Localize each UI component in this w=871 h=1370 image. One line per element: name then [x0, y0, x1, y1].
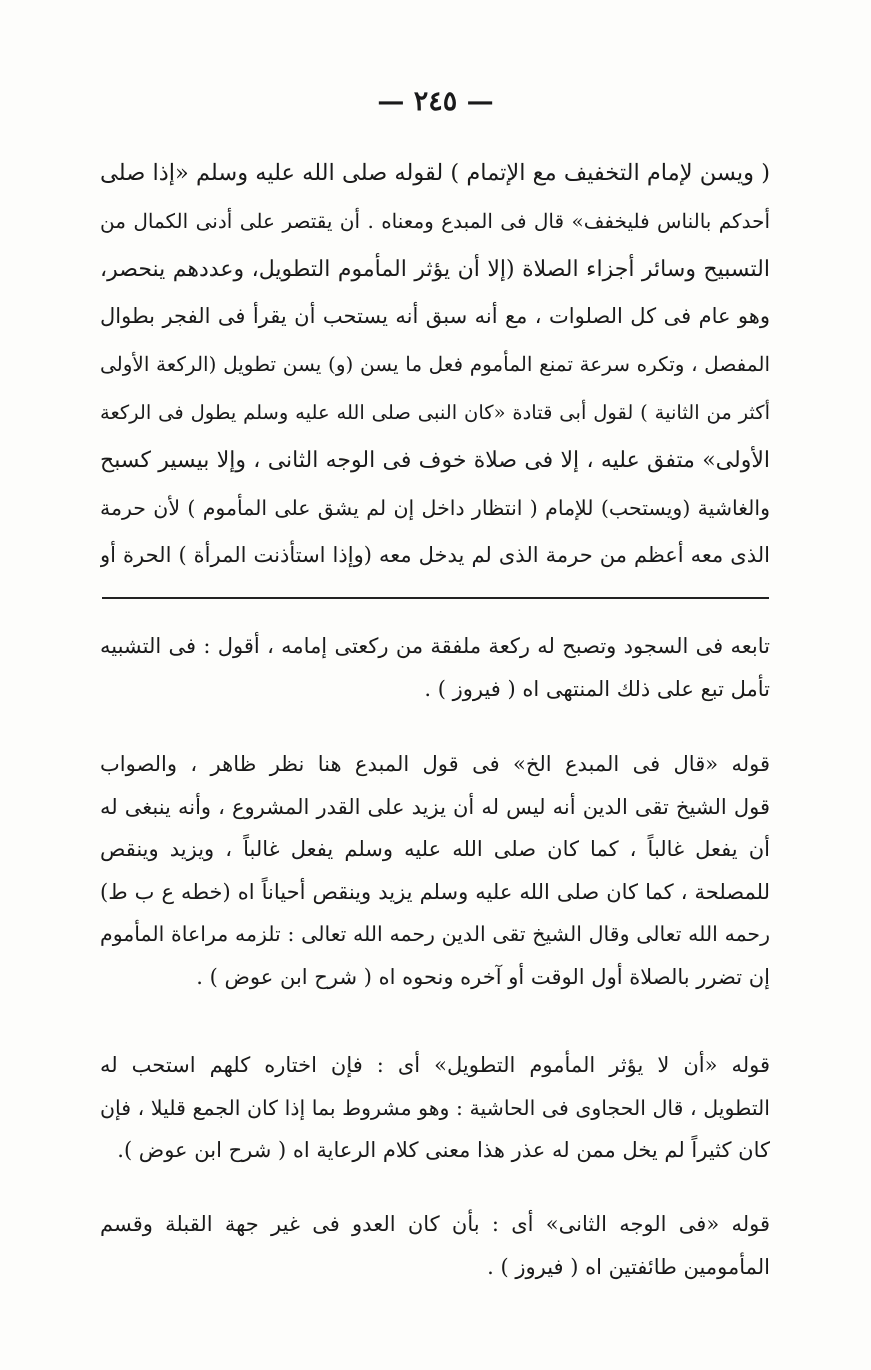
footnote-line: المأمومين طائفتين اه ( فيروز ) . [487, 1254, 770, 1279]
footnote-1 [100, 625, 770, 710]
footnote-line: تأمل تبع على ذلك المنتهى اه ( فيروز ) . [424, 676, 770, 701]
footnote-line: إن تضرر بالصلاة أول الوقت أو آخره ونحوه اه ( شرح ابن عوض ) . [196, 964, 770, 989]
footnote-3 [100, 1044, 770, 1172]
main-text-line: والغاشية (ويستحب) للإمام ( انتظار داخل إن لم يشق على المأموم ) لأن حرمة [100, 495, 770, 520]
main-text-line: ( ويسن لإمام التخفيف مع الإتمام ) لقوله صلى الله عليه وسلم «إذا صلى [100, 160, 770, 186]
footnote-line: التطويل ، قال الحجاوى فى الحاشية : وهو مشروط بما إذا كان الجمع قليلا ، فإن [100, 1095, 770, 1120]
page-number: — ٢٤٥ — [377, 86, 494, 117]
main-text-line: التسبيح وسائر أجزاء الصلاة (إلا أن يؤثر المأموم التطويل، وعددهم ينحصر، [100, 256, 770, 282]
footnote-line: تابعه فى السجود وتصبح له ركعة ملفقة من ركعتى إمامه ، أقول : فى التشبيه [100, 634, 770, 658]
main-text [100, 150, 770, 580]
main-text-line: الذى معه أعظم من حرمة الذى لم يدخل معه (وإذا استأذنت المرأة ) الحرة أو [100, 543, 770, 568]
footnote-line: قوله «قال فى المبدع الخ» فى قول المبدع هنا نظر ظاهر ، والصواب [100, 752, 770, 776]
main-text-line: الأولى» متفق عليه ، إلا فى صلاة خوف فى الوجه الثانى ، وإلا بيسير كسبح [100, 447, 770, 473]
main-text-line: أكثر من الثانية ) لقول أبى قتادة «كان النبى صلى الله عليه وسلم يطول فى الركعة [100, 400, 770, 424]
main-text-line: المفصل ، وتكره سرعة تمنع المأموم فعل ما يسن (و) يسن تطويل (الركعة الأولى [100, 352, 770, 377]
footnote-line: أن يفعل غالباً ، كما كان صلى الله عليه وسلم يفعل غالباً ، ويزيد وينقص [100, 837, 770, 861]
main-text-line: وهو عام فى كل الصلوات ، مع أنه سبق أنه يستحب أن يقرأ فى الفجر بطوال [100, 304, 770, 329]
footnote-divider [102, 597, 769, 599]
footnote-2 [100, 743, 770, 998]
footnote-line: قوله «فى الوجه الثانى» أى : بأن كان العدو فى غير جهة القبلة وقسم [100, 1212, 770, 1236]
footnote-line: كان كثيراً لم يخل ممن له عذر هذا معنى كلام الرعاية اه ( شرح ابن عوض ). [117, 1138, 770, 1162]
footnote-line: للمصلحة ، كما كان صلى الله عليه وسلم يزيد وينقص أحياناً اه (خطه ع ب ط) [100, 879, 770, 904]
footnote-line: قول الشيخ تقى الدين أنه ليس له أن يزيد على القدر المشروع ، وأنه ينبغى له [100, 794, 770, 819]
footnote-4 [100, 1203, 770, 1288]
main-text-line: أحدكم بالناس فليخفف» قال فى المبدع ومعناه . أن يقتصر على أدنى الكمال من [100, 208, 770, 233]
footnote-line: رحمه الله تعالى وقال الشيخ تقى الدين رحمه الله تعالى : تلزمه مراعاة المأموم [100, 922, 770, 946]
footnote-line: قوله «أن لا يؤثر المأموم التطويل» أى : فإن اختاره كلهم استحب له [100, 1053, 770, 1077]
